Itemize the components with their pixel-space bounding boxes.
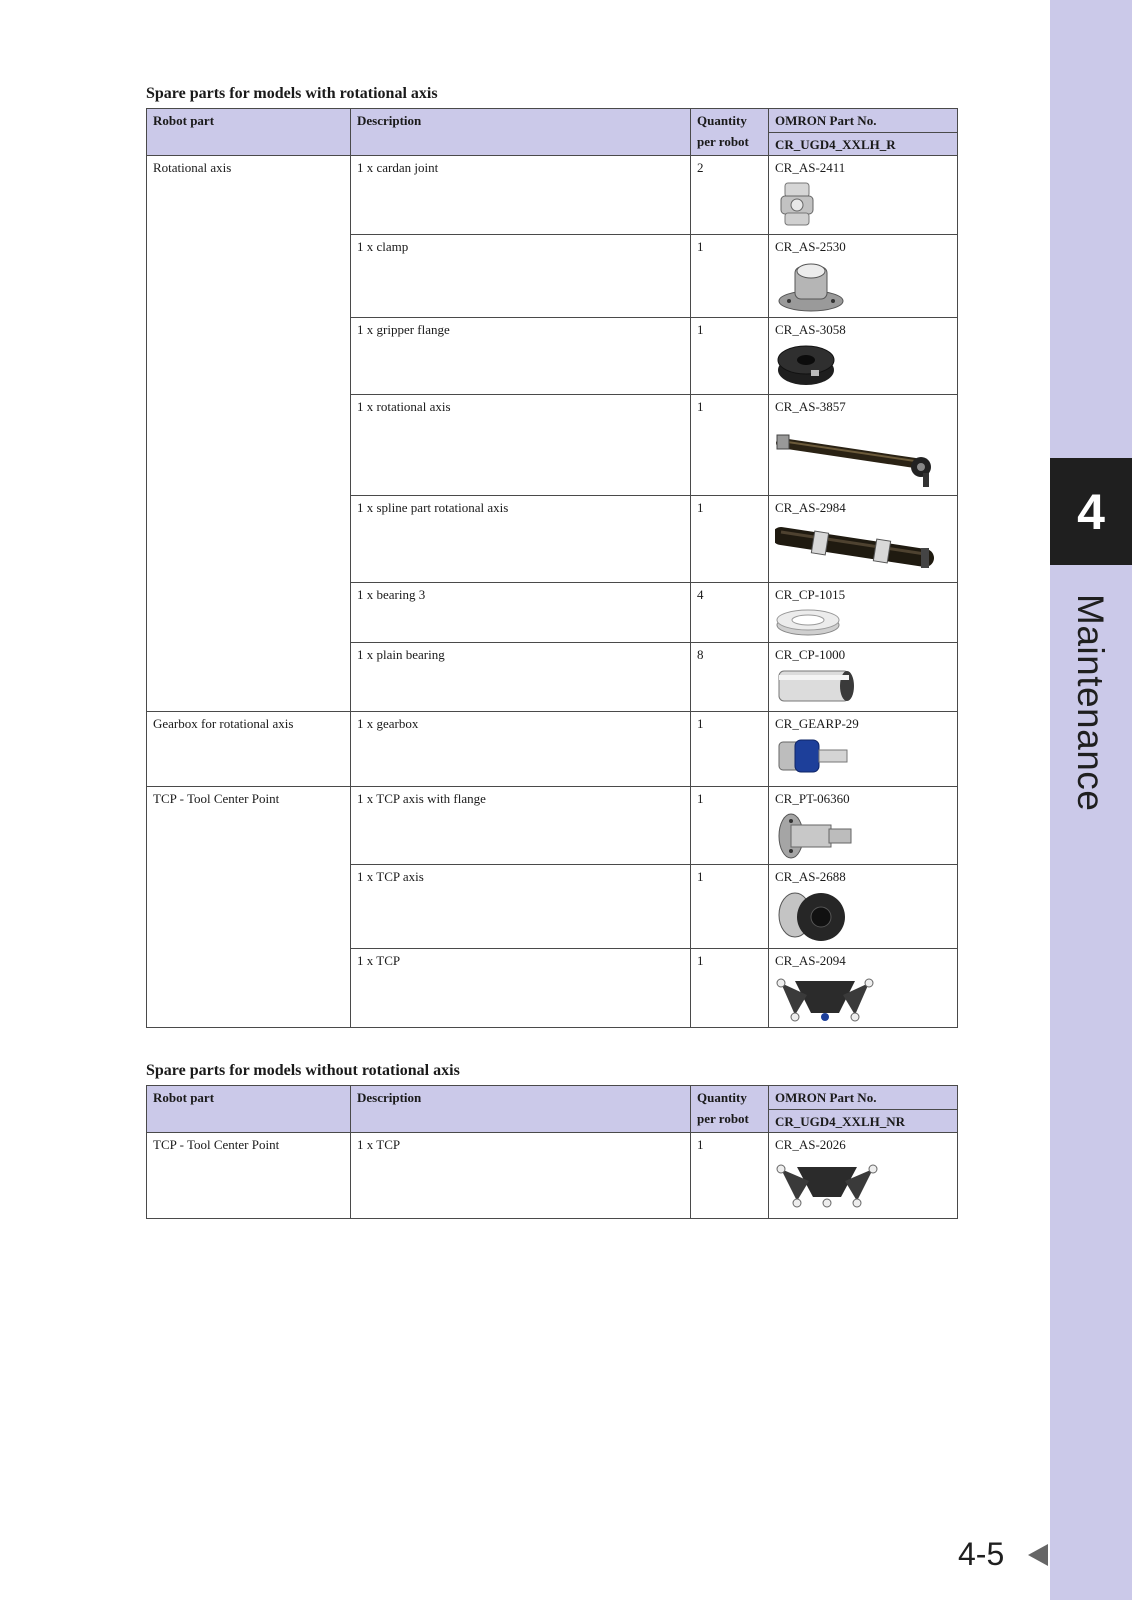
cell-robot-part: TCP - Tool Center Point (147, 787, 351, 865)
header-quantity (691, 1086, 769, 1133)
header-quantity-line1: Quantity (697, 113, 747, 128)
cell-part-no (769, 787, 958, 865)
cell-description: 1 x bearing 3 (351, 583, 691, 643)
section-title-no-rotational: Spare parts for models without rotational axis (146, 1062, 460, 1079)
cell-part-no (769, 496, 958, 583)
chapter-title: Maintenance (1070, 594, 1111, 812)
cell-robot-part (147, 643, 351, 712)
table-row (147, 643, 958, 712)
cell-quantity: 1 (691, 865, 769, 949)
cell-part-no (769, 583, 958, 643)
cell-robot-part: Gearbox for rotational axis (147, 712, 351, 787)
cell-description: 1 x clamp (351, 235, 691, 318)
header-robot-part: Robot part (147, 109, 351, 156)
cell-quantity: 1 (691, 1133, 769, 1219)
table-row (147, 496, 958, 583)
table-row (147, 235, 958, 318)
part-number: CR_CP-1015 (775, 587, 846, 602)
cell-part-no (769, 712, 958, 787)
part-number: CR_AS-2026 (775, 1137, 846, 1152)
cell-description: 1 x gearbox (351, 712, 691, 787)
gearbox-icon (775, 736, 849, 776)
part-number: CR_GEARP-29 (775, 716, 859, 731)
cell-description: 1 x TCP axis (351, 865, 691, 949)
cell-quantity: 2 (691, 156, 769, 235)
cell-description: 1 x TCP (351, 949, 691, 1028)
table-row (147, 865, 958, 949)
cell-part-no (769, 865, 958, 949)
cell-quantity: 1 (691, 318, 769, 395)
table-row (147, 949, 958, 1028)
chapter-number: 4 (1077, 483, 1105, 540)
tcp-icon (775, 973, 875, 1025)
cell-quantity: 1 (691, 949, 769, 1028)
part-number: CR_AS-3058 (775, 322, 846, 337)
section-title-rotational: Spare parts for models with rotational axis (146, 85, 438, 102)
cell-part-no (769, 949, 958, 1028)
cell-robot-part (147, 395, 351, 496)
header-quantity-line2: per robot (697, 1111, 749, 1126)
cell-robot-part (147, 949, 351, 1028)
part-number: CR_CP-1000 (775, 647, 846, 662)
cell-quantity: 8 (691, 643, 769, 712)
rotational-axis-icon (775, 429, 935, 491)
header-quantity-line1: Quantity (697, 1090, 747, 1105)
cell-part-no (769, 318, 958, 395)
cell-description: 1 x TCP (351, 1133, 691, 1219)
bearing-icon (775, 607, 841, 637)
cell-part-no (769, 156, 958, 235)
header-quantity-line2: per robot (697, 134, 749, 149)
part-number: CR_AS-2984 (775, 500, 846, 515)
cell-quantity: 1 (691, 787, 769, 865)
table-row (147, 1133, 958, 1219)
cell-quantity: 1 (691, 395, 769, 496)
part-number: CR_AS-2530 (775, 239, 846, 254)
part-number: CR_AS-3857 (775, 399, 846, 414)
plain-bearing-icon (775, 667, 857, 707)
cell-robot-part (147, 235, 351, 318)
cell-part-no (769, 1133, 958, 1219)
cell-part-no (769, 395, 958, 496)
cell-description: 1 x plain bearing (351, 643, 691, 712)
part-number: CR_AS-2688 (775, 869, 846, 884)
cell-description: 1 x gripper flange (351, 318, 691, 395)
page-number: 4-5 (958, 1536, 1005, 1572)
cell-description: 1 x spline part rotational axis (351, 496, 691, 583)
clamp-icon (775, 259, 847, 315)
table-row (147, 318, 958, 395)
chapter-number-box (1050, 458, 1132, 565)
cell-part-no (769, 235, 958, 318)
header-omron-part-no: OMRON Part No. (769, 109, 958, 133)
cell-description: 1 x TCP axis with flange (351, 787, 691, 865)
cell-robot-part (147, 318, 351, 395)
cell-quantity: 1 (691, 496, 769, 583)
header-model: CR_UGD4_XXLH_NR (769, 1110, 958, 1133)
cell-description: 1 x cardan joint (351, 156, 691, 235)
part-number: CR_PT-06360 (775, 791, 850, 806)
header-omron-part-no: OMRON Part No. (769, 1086, 958, 1110)
gripper-flange-icon (775, 342, 837, 388)
tcp-icon (775, 1157, 879, 1211)
cell-part-no (769, 643, 958, 712)
header-quantity (691, 109, 769, 156)
table-row (147, 712, 958, 787)
cell-quantity: 1 (691, 235, 769, 318)
part-number: CR_AS-2411 (775, 160, 846, 175)
tcp-axis-flange-icon (775, 811, 855, 861)
cardan-joint-icon (775, 180, 819, 228)
spare-parts-table-rotational (146, 108, 958, 1028)
table-row (147, 787, 958, 865)
cell-robot-part (147, 583, 351, 643)
header-description: Description (351, 1086, 691, 1133)
table-row (147, 395, 958, 496)
cell-robot-part (147, 865, 351, 949)
header-robot-part: Robot part (147, 1086, 351, 1133)
cell-quantity: 1 (691, 712, 769, 787)
header-description: Description (351, 109, 691, 156)
part-number: CR_AS-2094 (775, 953, 846, 968)
cell-quantity: 4 (691, 583, 769, 643)
cell-robot-part: TCP - Tool Center Point (147, 1133, 351, 1219)
header-model: CR_UGD4_XXLH_R (769, 133, 958, 156)
tcp-axis-icon (775, 889, 849, 943)
cell-description: 1 x rotational axis (351, 395, 691, 496)
cell-robot-part (147, 496, 351, 583)
spline-shaft-icon (775, 520, 935, 580)
table-row (147, 583, 958, 643)
page-arrow-icon (1028, 1544, 1048, 1566)
table-row (147, 156, 958, 235)
spare-parts-table-no-rotational (146, 1085, 958, 1219)
cell-robot-part: Rotational axis (147, 156, 351, 235)
